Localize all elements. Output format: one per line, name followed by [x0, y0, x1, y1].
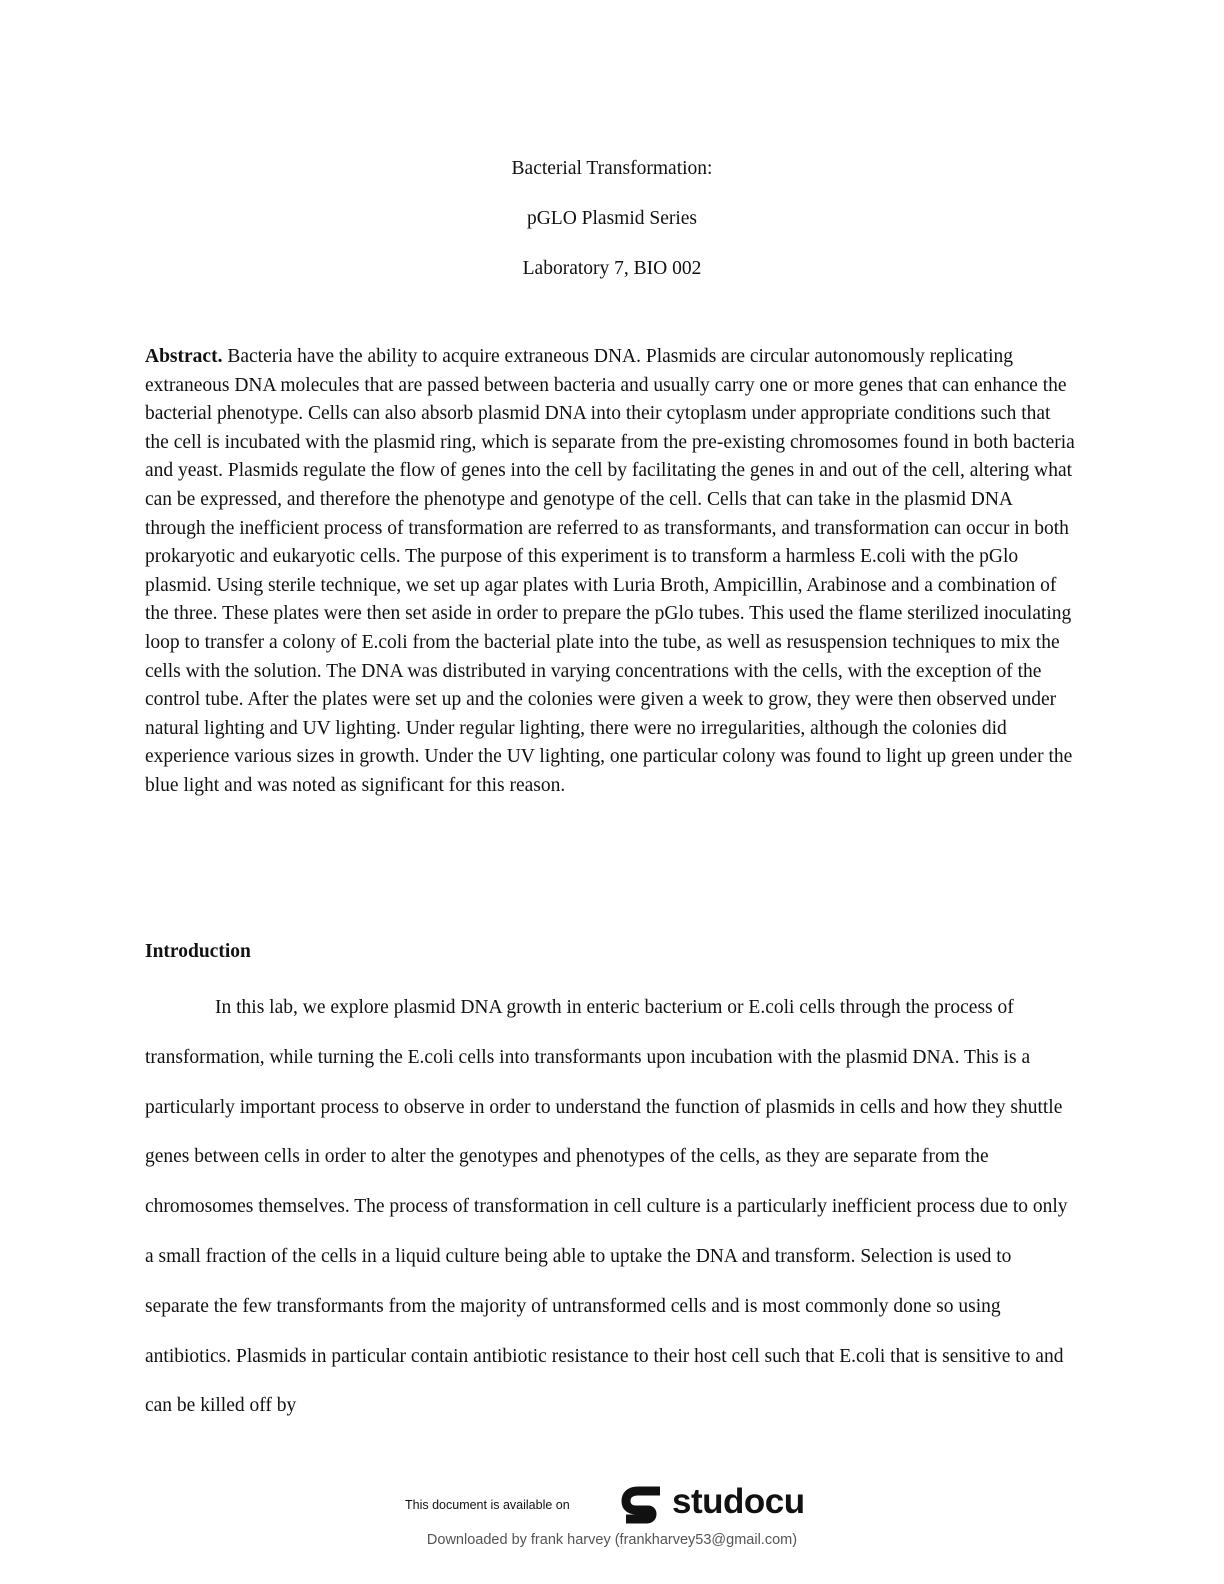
abstract-label: Abstract.	[145, 346, 223, 367]
document-title-block	[0, 144, 1224, 294]
document-title: Bacterial Transformation:	[511, 158, 713, 179]
footer-download-text: Downloaded by frank harvey (frankharvey53@gmail.com)	[426, 1532, 798, 1548]
footer-available-text: This document is available on	[405, 1498, 570, 1512]
document-subtitle: pGLO Plasmid Series	[526, 208, 698, 229]
abstract-paragraph	[145, 343, 1075, 801]
studocu-footer	[0, 1476, 1224, 1584]
abstract-text: Bacteria have the ability to acquire extraneous DNA. Plasmids are circular autonomously replicating extraneous DNA molecules that are passed between bacteria and usually carry one or more genes that can enhance the bacterial phenotype. Cells can also absorb plasmid DNA into their cytoplasm under appropriate conditions such that the cell is incubated with the plasmid ring, which is separate from the pre-existing chromosomes found in both bacteria and yeast. Plasmids regulate the flow of genes into the cell by facilitating the genes in and out of the cell, altering what can be expressed, and therefore the phenotype and genotype of the cell. Cells that can take in the plasmid DNA through the inefficient process of transformation are referred to as transformants, and transformation can occur in both prokaryotic and eukaryotic cells. The purpose of this experiment is to transform a harmless E.coli with the pGlo plasmid. Using sterile technique, we set up agar plates with Luria Broth, Ampicillin, Arabinose and a combination of the three. These plates were then set aside in order to prepare the pGlo tubes. This used the flame sterilized inoculating loop to transfer a colony of E.coli from the bacterial plate into the tube, as well as resuspension techniques to mix the cells with the solution. The DNA was distributed in varying concentrations with the cells, with the exception of the control tube. After the plates were set up and the colonies were given a week to grow, they were then observed under natural lighting and UV lighting. Under regular lighting, there were no irregularities, although the colonies did experience various sizes in growth. Under the UV lighting, one particular colony was found to light up green under the blue light and was noted as significant for this reason.	[145, 346, 1075, 796]
introduction-heading: Introduction	[145, 941, 251, 962]
studocu-brand-name[interactable]: studocu	[672, 1482, 805, 1521]
course-label: Laboratory 7, BIO 002	[522, 258, 702, 279]
studocu-logo-icon[interactable]	[620, 1483, 666, 1527]
introduction-paragraph: In this lab, we explore plasmid DNA growth in enteric bacterium or E.coli cells through the process of transformation, while turning the E.coli cells into transformants upon incubation with the plasmid DNA. This is a particularly important process to observe in order to understand the function of plasmids in cells and how they shuttle genes between cells in order to alter the genotypes and phenotypes of the cells, as they are separate from the chromosomes themselves. The process of transformation in cell culture is a particularly inefficient process due to only a small fraction of the cells in a liquid culture being able to uptake the DNA and transform. Selection is used to separate the few transformants from the majority of untransformed cells and is most commonly done so using antibiotics. Plasmids in particular contain antibiotic resistance to their host cell such that E.coli that is sensitive to and can be killed off by	[145, 997, 1068, 1417]
